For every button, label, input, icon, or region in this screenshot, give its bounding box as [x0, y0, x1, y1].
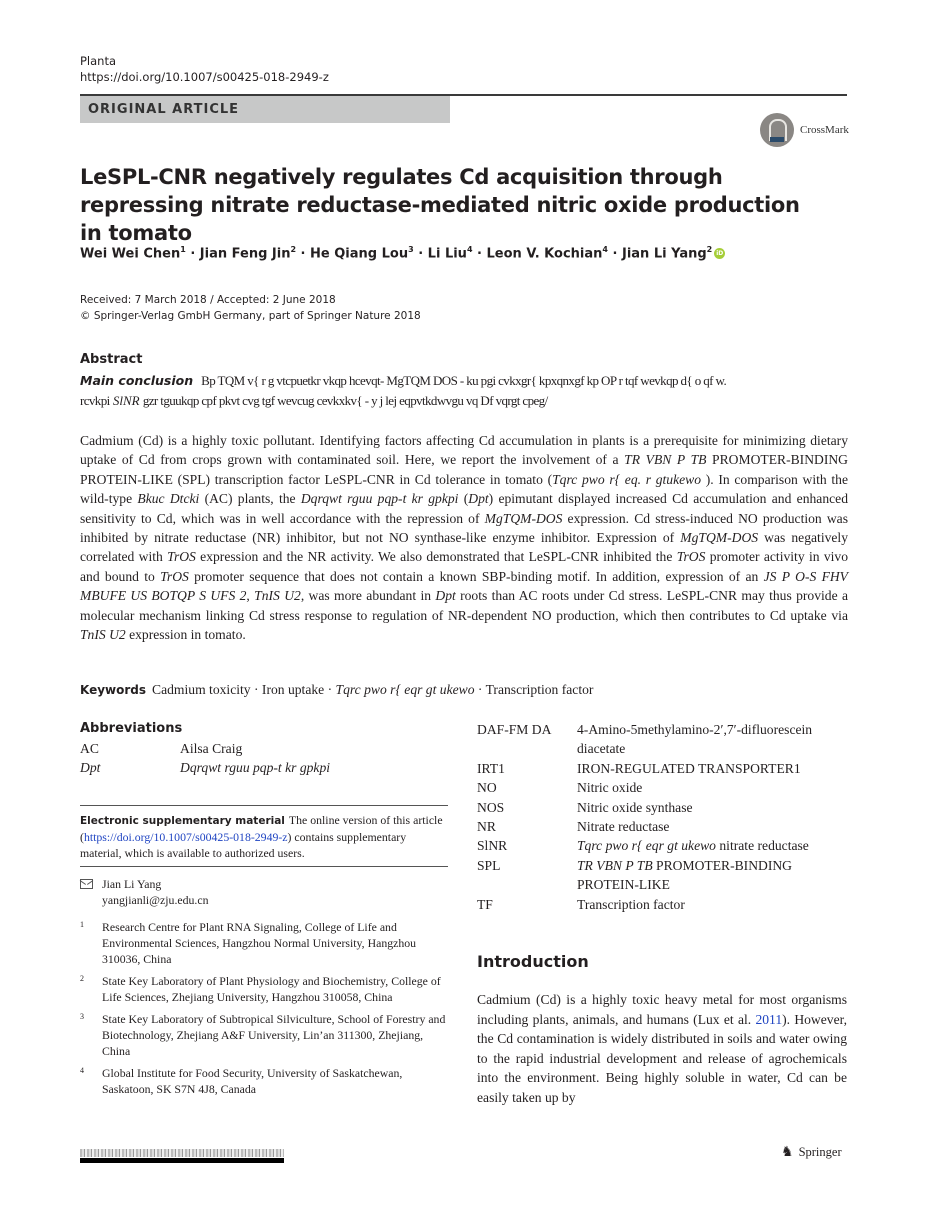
gene-name: TrOS: [160, 568, 189, 584]
abbreviation-definition: [577, 778, 857, 797]
author-affil-mark: 3: [408, 245, 414, 254]
abbreviation-definition: [577, 720, 857, 759]
abbreviation-text: 4-Amino-5methylamino-2′,7′-difluorescein diacetate: [577, 722, 813, 757]
author-name[interactable]: Wei Wei Chen: [80, 246, 181, 262]
contact-email[interactable]: yangjianli@zju.edu.cn: [102, 893, 209, 907]
author-separator: ·: [472, 246, 487, 262]
keyword: Transcription factor: [485, 682, 594, 697]
abstract-text: expression. Cd stress-induced NO production was inhibited by nitrate reductase (NR) inhibitor, but not NO synthase-like enzyme inhibitor. Expression of: [80, 510, 848, 546]
abstract-text: promoter activity in vivo and bound to: [80, 549, 848, 584]
gene-name: TnIS U2: [80, 627, 126, 643]
abbreviation-term: TF: [477, 896, 493, 912]
affiliation-number: 3: [80, 1012, 84, 1021]
electronic-supplementary-material: [80, 812, 448, 861]
abbreviation-term: NO: [477, 780, 497, 796]
affiliation: [80, 973, 450, 1005]
abstract-text: , was more abundant in: [300, 588, 436, 604]
abbreviation-row: [477, 720, 857, 759]
gene-name: TR VBN P TB: [624, 452, 707, 468]
abbreviation-text: Nitrate reductase: [577, 819, 670, 835]
author-name[interactable]: He Qiang Lou: [310, 246, 409, 262]
abbreviation-term: SPL: [477, 857, 501, 873]
keywords-label: Keywords: [80, 683, 147, 697]
author-affil-mark: 4: [466, 245, 473, 254]
author-name[interactable]: Leon V. Kochian: [486, 246, 603, 262]
abbreviation-definition: [180, 739, 242, 758]
keywords-list: [152, 682, 593, 697]
abstract-text: Cadmium (Cd) is a highly toxic pollutant. Identifying factors affecting Cd accumulation in plants is a prerequisite for minimizing dietary uptake of Cd from crops grown with contaminated soil. Here, we report the involvement of a: [80, 433, 848, 468]
abstract-body: [80, 431, 848, 644]
esm-text-2: ) contains supplementary material, which is available to authorized users.: [80, 830, 407, 860]
keyword: Iron uptake: [261, 682, 325, 697]
orcid-icon[interactable]: iD: [716, 250, 724, 258]
affiliation-text: State Key Laboratory of Plant Physiology and Biochemistry, College of Life Sciences, Zhejiang University, Hangzhou 310058, China: [102, 974, 441, 1004]
main-conclusion-text-2a: rcvkpi: [80, 393, 110, 408]
affiliation: [80, 919, 450, 967]
abbreviations-right: [477, 720, 857, 914]
abbreviation-row: [80, 739, 450, 758]
abstract-text: (: [458, 491, 469, 507]
envelope-icon: [80, 879, 93, 889]
gene-name: TrOS: [676, 549, 706, 565]
abbreviation-definition: [577, 759, 857, 778]
abstract-text: expression and the NR activity. We also demonstrated that LeSPL-CNR inhibited the: [195, 549, 677, 565]
abbreviation-term: NOS: [477, 799, 505, 815]
contact-name: Jian Li Yang: [102, 877, 162, 891]
abbreviation-row: [80, 758, 450, 777]
keywords: [80, 682, 593, 698]
affiliation-text: Research Centre for Plant RNA Signaling, College of Life and Environmental Sciences, Hangzhou Normal University, Hangzhou 310036, China: [102, 920, 417, 966]
abbreviation-definition: [577, 836, 857, 855]
abstract-text: roots than AC roots under Cd stress. LeSPL-CNR may thus provide a molecular mechanism linking Cd stress response to regulation of NR-dependent NO production, which then contributes to Cd uptake via: [80, 588, 848, 623]
abstract-paragraph: [80, 431, 848, 644]
intro-text-2: ). However, the Cd contamination is widely distributed in soils and water owing to the rapid industrial development and release of agrochemicals into the environment. Being highly soluble in water, Cd can be easily taken up by: [477, 1011, 847, 1105]
springer-horse-icon: ♞: [781, 1145, 794, 1160]
abbreviation-definition: [577, 856, 857, 895]
abstract-text: ,: [246, 588, 255, 604]
abbreviation-row: [477, 759, 857, 778]
abbreviation-text: Transcription factor: [577, 896, 685, 912]
abbreviation-row: [477, 856, 857, 895]
abstract-text: ) epimutant displayed increased Cd accumulation and enhanced sensitivity to Cd, which was in well accordance with the repression of: [80, 491, 848, 526]
abbreviation-definition: [577, 817, 857, 836]
abbreviation-text: IRON-REGULATED TRANSPORTER1: [577, 760, 801, 776]
keyword: Cadmium toxicity: [152, 682, 251, 697]
publication-dates: [80, 292, 421, 324]
abbreviation-definition: [577, 895, 857, 914]
abbreviation-term: NR: [477, 819, 496, 835]
gene-name: MgTQM-DOS: [484, 510, 563, 526]
abstract-text: promoter sequence that does not contain a known SBP-binding motif. In addition, expression of an: [188, 568, 764, 584]
abstract-text: (AC) plants, the: [199, 491, 301, 507]
esm-link[interactable]: https://doi.org/10.1007/s00425-018-2949-z: [83, 830, 288, 844]
abbreviation-term: AC: [80, 741, 99, 756]
gene-name: MgTQM-DOS: [680, 530, 759, 546]
keyword-separator: ·: [250, 682, 262, 697]
author-name[interactable]: Li Liu: [427, 246, 467, 262]
abstract-text: was negatively correlated with: [80, 530, 848, 565]
main-conclusion-text-2b: gzr tguukqp cpf pkvt cvg tgf wevcug cevkxkv{ - y j lej eqpvtkdwvgu vq Df vqrgt cpeg/: [142, 393, 548, 408]
author-affil-mark: 2: [290, 245, 297, 254]
corresponding-author: [80, 876, 209, 908]
author-name[interactable]: Jian Li Yang: [621, 246, 707, 262]
abbreviation-row: [477, 798, 857, 817]
esm-rule-bottom: [80, 866, 448, 867]
main-conclusion-gene: SlNR: [112, 393, 140, 408]
introduction-body: [477, 990, 847, 1108]
main-conclusion-text-1: Bp TQM v{ r g vtcpuetkr vkqp hcevqt- MgTQM DOS - ku pgi cvkxgr{ kpxqnxgf kp OP r tqf wevkqp d{ o qf w.: [201, 373, 727, 388]
author-list: [80, 245, 725, 261]
abbreviation-row: [477, 895, 857, 914]
author-affil-mark: 4: [602, 245, 608, 254]
affiliation-number: 2: [80, 974, 84, 983]
affiliation-text: Global Institute for Food Security, University of Saskatchewan, Saskatoon, SK S7N 4J8, Canada: [102, 1066, 403, 1096]
intro-text: Cadmium (Cd) is a highly toxic heavy metal for most organisms including plants, animals, and humans (Lux et al.: [477, 992, 847, 1027]
affiliation-text: State Key Laboratory of Subtropical Silviculture, School of Forestry and Biotechnology, Zhejiang A&F University, Lin’an 311300, Zhejiang, China: [102, 1012, 446, 1058]
abstract-text: expression in tomato.: [125, 627, 246, 643]
keyword-separator: ·: [474, 682, 486, 697]
citation-link[interactable]: 2011: [755, 1011, 783, 1027]
abbreviation-text: Dqrqwt rguu pqp-t kr gpkpi: [180, 760, 331, 776]
abbreviations-heading: Abbreviations: [80, 721, 183, 736]
affiliation-number: 1: [80, 920, 84, 929]
gene-name: Tqrc pwo r{ eq. r gtukewo: [552, 471, 702, 487]
article-type-label: ORIGINAL ARTICLE: [88, 102, 240, 117]
keyword-separator: ·: [324, 682, 336, 697]
abbreviation-term: DAF-FM DA: [477, 722, 552, 737]
journal-header: [80, 53, 329, 85]
abbreviation-row: [477, 836, 857, 855]
abstract-heading: Abstract: [80, 352, 143, 367]
affiliation: [80, 1011, 450, 1059]
main-conclusion: [80, 371, 848, 411]
abbreviation-text: nitrate reductase: [715, 838, 809, 854]
author-name[interactable]: Jian Feng Jin: [199, 246, 291, 262]
introduction-heading: Introduction: [477, 952, 589, 971]
abstract-text: PROMOTER-BINDING PROTEIN-LIKE (SPL) transcription factor LeSPL-CNR in Cd tolerance in tomato (: [80, 452, 848, 487]
article-type-banner: [80, 96, 450, 123]
main-conclusion-label: Main conclusion: [80, 373, 194, 388]
gene-name: TrOS: [167, 549, 196, 565]
abbreviation-term: Dpt: [80, 760, 101, 776]
gene-name: Dqrqwt rguu pqp-t kr gpkpi: [300, 491, 459, 507]
crossmark-label: CrossMark: [800, 124, 849, 136]
affiliation: [80, 1065, 450, 1097]
gene-name: Dpt: [435, 588, 456, 604]
affiliations: [80, 919, 450, 1103]
footer-barcode: [80, 1149, 284, 1163]
gene-name: TnIS U2: [254, 588, 301, 604]
abbreviations-left: [80, 739, 450, 778]
abbreviation-definition: [180, 758, 330, 777]
abbreviation-italic: Tqrc pwo r{ eqr gt ukewo: [577, 838, 716, 854]
article-title: LeSPL-CNR negatively regulates Cd acquisition through repressing nitrate reductase-mediated nitric oxide production in tomato: [80, 165, 800, 245]
copyright: © Springer-Verlag GmbH Germany, part of Springer Nature 2018: [80, 310, 421, 322]
gene-name: Bkuc Dtcki: [137, 491, 200, 507]
abbreviation-text: Ailsa Craig: [180, 741, 243, 756]
journal-name: Planta: [80, 54, 117, 68]
abbreviation-term: SlNR: [477, 838, 508, 854]
received-accepted: Received: 7 March 2018 / Accepted: 2 June 2018: [80, 294, 336, 306]
springer-logo: [781, 1144, 842, 1161]
abbreviation-row: [477, 778, 857, 797]
abbreviation-italic: TR VBN P TB: [577, 857, 653, 873]
esm-text: The online version of this article (: [80, 813, 443, 844]
author-affil-mark: 1: [180, 245, 186, 254]
keyword: Tqrc pwo r{ eqr gt ukewo: [335, 682, 475, 697]
affiliation-number: 4: [80, 1066, 84, 1075]
author-separator: ·: [296, 246, 311, 262]
author-separator: ·: [413, 246, 428, 262]
abbreviation-row: [477, 817, 857, 836]
crossmark-icon: [760, 113, 794, 147]
abstract-text: ). In comparison with the wild-type: [80, 471, 848, 507]
esm-label: Electronic supplementary material: [80, 815, 285, 827]
publisher-name: Springer: [798, 1145, 842, 1159]
esm-rule-top: [80, 805, 448, 806]
crossmark-badge[interactable]: [760, 113, 849, 147]
gene-name: JS P O-S FHV MBUFE US BOTQP S UFS 2: [80, 568, 848, 604]
gene-name: Dpt: [468, 491, 489, 507]
author-separator: ·: [607, 246, 622, 262]
abbreviation-text: PROMOTER-BINDING PROTEIN-LIKE: [577, 857, 792, 893]
author-separator: ·: [185, 246, 200, 262]
abbreviation-definition: [577, 798, 857, 817]
abbreviation-term: IRT1: [477, 760, 505, 776]
author-affil-mark: 2: [706, 245, 713, 254]
abbreviation-text: Nitric oxide synthase: [577, 799, 693, 815]
abbreviation-text: Nitric oxide: [577, 780, 643, 796]
doi-link[interactable]: https://doi.org/10.1007/s00425-018-2949-z: [80, 70, 329, 84]
